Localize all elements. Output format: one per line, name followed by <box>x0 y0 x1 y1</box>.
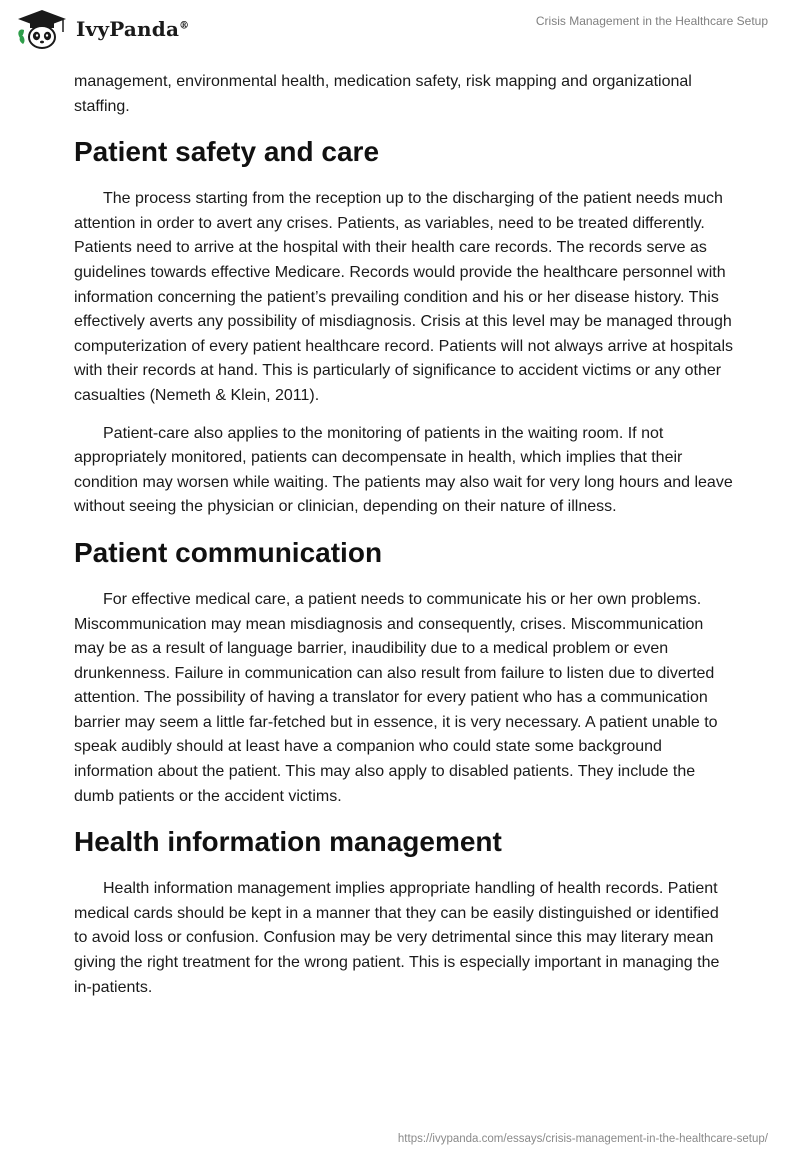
panda-graduate-icon <box>14 8 70 50</box>
essay-content <box>74 70 734 1013</box>
ivypanda-logo[interactable] <box>14 8 189 50</box>
paragraph: For effective medical care, a patient needs to communicate his or her own problems. Miscommunication may mean misdiagnosis and consequently, crises. Miscommunication may be as a result of language barrier, inaudibility due to a medical problem or even drunkenness. Failure in communication can also result from failure to listen due to diverted attention. The possibility of having a translator for every patient who has a communication barrier may seem a little far-fetched but in essence, it is very necessary. A patient unable to speak audibly should at least have a companion who could state some background information about the patient. This may also apply to disabled patients. They include the dumb patients or the accident victims. <box>74 590 718 805</box>
document-title: Crisis Management in the Healthcare Setup <box>535 14 768 28</box>
trademark-mark: ® <box>179 20 190 32</box>
paragraph: The process starting from the reception up to the discharging of the patient needs much attention in order to avert any crises. Patients, as variables, need to be treated differently. Patients need to arrive at the hospital with their health care records. The records serve as guidelines towards effective Medicare. Records would provide the healthcare personnel with information concerning the patient’s prevailing condition and his or her disease history. This effectively averts any possibility of misdiagnosis. Crisis at this level may be managed through computerization of every patient healthcare record. Patients will not always arrive at hospitals with their records at hand. This is particularly of significance to accident victims or any other casualties (Nemeth & Klein, 2011). <box>74 190 733 404</box>
paragraph: Patient-care also applies to the monitoring of patients in the waiting room. If not appropriately monitored, patients can decompensate in health, which implies that their condition may worsen while waiting. The patients may also wait for very long hours and leave without seeing the physician or clinician, depending on their nature of illness. <box>74 424 733 516</box>
brand-name <box>76 17 189 41</box>
section-heading-health-information: Health information management <box>74 826 502 858</box>
brand-text: IvyPanda <box>76 17 180 41</box>
paragraph: Health information management implies appropriate handling of health records. Patient medical cards should be kept in a manner that they can be easily distinguished or identified to avoid loss or confusion. Confusion may be very detrimental since this may literary mean giving the right treatment for the wrong patient. This is especially important in managing the in-patients. <box>74 880 720 996</box>
section-heading-patient-communication: Patient communication <box>74 536 383 568</box>
page-header <box>0 0 800 60</box>
source-url[interactable]: https://ivypanda.com/essays/crisis-management-in-the-healthcare-setup/ <box>397 1133 768 1145</box>
lead-paragraph: management, environmental health, medication safety, risk mapping and organizational staffing. <box>74 73 692 115</box>
section-heading-patient-safety: Patient safety and care <box>74 136 380 168</box>
